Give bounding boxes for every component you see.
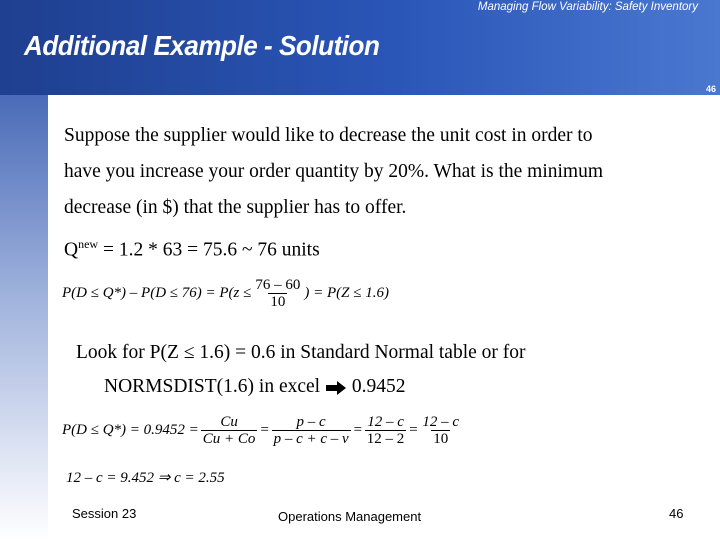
eq2-frac-2 (272, 414, 351, 447)
right-arrow-icon (325, 381, 347, 395)
eq1-frac-num: 76 – 60 (255, 277, 301, 293)
eq1-frac-den: 10 (270, 294, 286, 310)
eq2-f4-den: 10 (433, 431, 449, 447)
body-line-2: have you increase your order quantity by 20%. What is the minimum (64, 161, 604, 182)
footer-course: Operations Management (278, 509, 422, 524)
eq2-f2-num: p – c (296, 414, 326, 430)
eq1-fraction (253, 277, 302, 310)
header-page-number: 46 (705, 84, 716, 94)
eq2-f1-num: Cu (220, 414, 238, 430)
eq2-f3-den: 12 – 2 (366, 431, 405, 447)
footer-page-number: 46 (669, 506, 684, 521)
left-decorative-bar (0, 95, 48, 540)
footer-session: Session 23 (72, 506, 137, 521)
equation-2 (62, 414, 463, 447)
lookup-text: NORMSDIST(1.6) in excel (104, 376, 325, 397)
eq2-frac-3 (365, 414, 407, 447)
eq2-frac-1 (201, 414, 258, 447)
eq2-equals-1: = (259, 422, 270, 438)
eq1-rhs: ) = P(Z ≤ 1.6) (304, 285, 389, 301)
slide-header (0, 0, 720, 95)
header-subtitle: Managing Flow Variability: Safety Inventory (477, 1, 698, 13)
eq2-f3-num: 12 – c (367, 414, 404, 430)
qnew-line (64, 237, 320, 262)
body-line-3: decrease (in $) that the supplier has to offer. (64, 197, 407, 218)
eq2-f2-den: p – c + c – v (273, 431, 349, 447)
slide-title: Additional Example - Solution (24, 30, 380, 61)
qnew-rest: = 1.2 * 63 = 75.6 ~ 76 units (98, 239, 320, 261)
eq1-lhs: P(D ≤ Q*) – P(D ≤ 76) = P(z ≤ (62, 285, 252, 301)
qnew-sup: new (78, 237, 99, 251)
lookup-line-2 (104, 376, 405, 398)
eq2-frac-4 (420, 414, 461, 447)
body-line-1: Suppose the supplier would like to decrease the unit cost in order to (64, 125, 593, 146)
lookup-line-1: Look for P(Z ≤ 1.6) = 0.6 in Standard Normal table or for (76, 342, 526, 363)
lookup-result: 0.9452 (346, 376, 406, 397)
equation-1 (62, 277, 389, 310)
eq2-f4-num: 12 – c (422, 414, 460, 430)
eq2-equals-3: = (408, 422, 419, 438)
eq2-f1-den: Cu + Co (202, 431, 256, 447)
eq2-equals-2: = (352, 422, 363, 438)
equation-3: 12 – c = 9.452 ⇒ c = 2.55 (66, 470, 225, 486)
qnew-q: Q (64, 239, 79, 261)
eq2-lhs: P(D ≤ Q*) = 0.9452 = (62, 422, 199, 438)
